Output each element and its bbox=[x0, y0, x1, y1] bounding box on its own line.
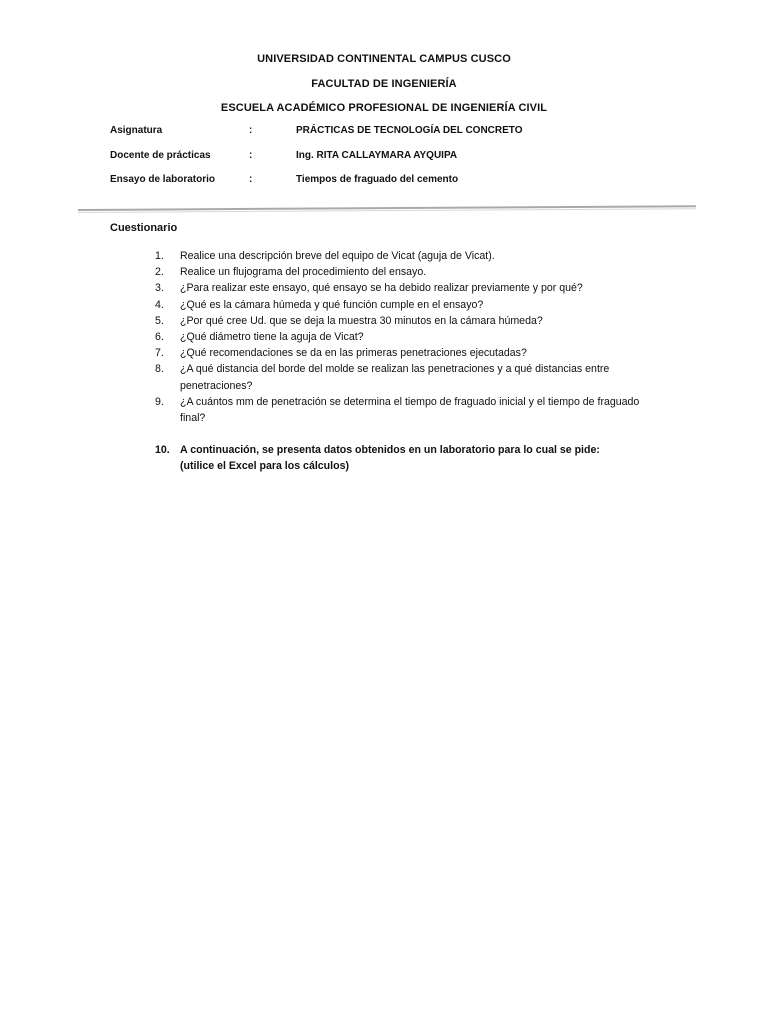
question-item bbox=[0, 313, 768, 329]
question-item bbox=[0, 280, 768, 296]
question-text: ¿Qué es la cámara húmeda y qué función cumple en el ensayo? bbox=[180, 298, 484, 311]
question-item bbox=[0, 329, 768, 345]
question-text: ¿Por qué cree Ud. que se deja la muestra 30 minutos en la cámara húmeda? bbox=[180, 314, 543, 327]
question-text: ¿Para realizar este ensayo, qué ensayo se ha debido realizar previamente y por qué? bbox=[180, 282, 583, 295]
info-value: Ing. RITA CALLAYMARA AYQUIPA bbox=[296, 150, 458, 161]
question-item bbox=[0, 394, 768, 426]
question-item bbox=[0, 345, 768, 361]
question-number: 7. bbox=[155, 347, 164, 360]
question-text: Realice una descripción breve del equipo de Vicat (aguja de Vicat). bbox=[180, 250, 495, 262]
question-number: 6. bbox=[155, 331, 164, 344]
info-colon: : bbox=[249, 125, 253, 136]
question-text: ¿A cuántos mm de penetración se determina el tiempo de fraguado inicial y el tiempo de fraguado final? bbox=[180, 395, 640, 425]
question-item bbox=[0, 264, 768, 280]
school-heading: ESCUELA ACADÉMICO PROFESIONAL DE INGENIERÍA CIVIL bbox=[220, 102, 548, 114]
question-number: 1. bbox=[155, 250, 164, 262]
info-label: Asignatura bbox=[110, 125, 163, 136]
question-text: ¿A qué distancia del borde del molde se realizan las penetraciones y a qué distancias entre penetraciones? bbox=[180, 363, 610, 392]
question-list bbox=[0, 248, 768, 475]
info-label: Docente de prácticas bbox=[110, 150, 211, 161]
question-number: 2. bbox=[155, 266, 164, 279]
info-value: Tiempos de fraguado del cemento bbox=[296, 174, 459, 185]
faculty-heading: FACULTAD DE INGENIERÍA bbox=[311, 78, 457, 90]
question-number: 3. bbox=[155, 282, 164, 295]
question-subnote: (utilice el Excel para los cálculos) bbox=[180, 460, 349, 473]
question-number: 10. bbox=[155, 444, 170, 457]
question-text: ¿Qué recomendaciones se da en las primeras penetraciones ejecutadas? bbox=[180, 347, 527, 360]
question-number: 5. bbox=[155, 314, 164, 327]
info-label: Ensayo de laboratorio bbox=[110, 174, 216, 185]
info-row-teacher bbox=[0, 150, 768, 166]
question-item bbox=[0, 297, 768, 313]
question-item bbox=[0, 361, 768, 393]
question-number: 8. bbox=[155, 363, 164, 376]
question-item bbox=[0, 248, 768, 264]
university-heading: UNIVERSIDAD CONTINENTAL CAMPUS CUSCO bbox=[257, 53, 511, 65]
question-text: A continuación, se presenta datos obtenidos en un laboratorio para lo cual se pide: bbox=[180, 444, 600, 457]
section-title: Cuestionario bbox=[110, 222, 178, 234]
info-colon: : bbox=[249, 174, 253, 185]
info-row-subject bbox=[0, 125, 768, 141]
info-row-lab-test bbox=[0, 174, 768, 190]
question-number: 4. bbox=[155, 298, 164, 311]
question-text: Realice un flujograma del procedimiento del ensayo. bbox=[180, 266, 427, 279]
question-number: 9. bbox=[155, 395, 164, 408]
info-colon: : bbox=[249, 150, 253, 161]
info-value: PRÁCTICAS DE TECNOLOGÍA DEL CONCRETO bbox=[296, 125, 523, 136]
question-item-10 bbox=[0, 442, 768, 474]
question-text: ¿Qué diámetro tiene la aguja de Vicat? bbox=[180, 331, 364, 344]
